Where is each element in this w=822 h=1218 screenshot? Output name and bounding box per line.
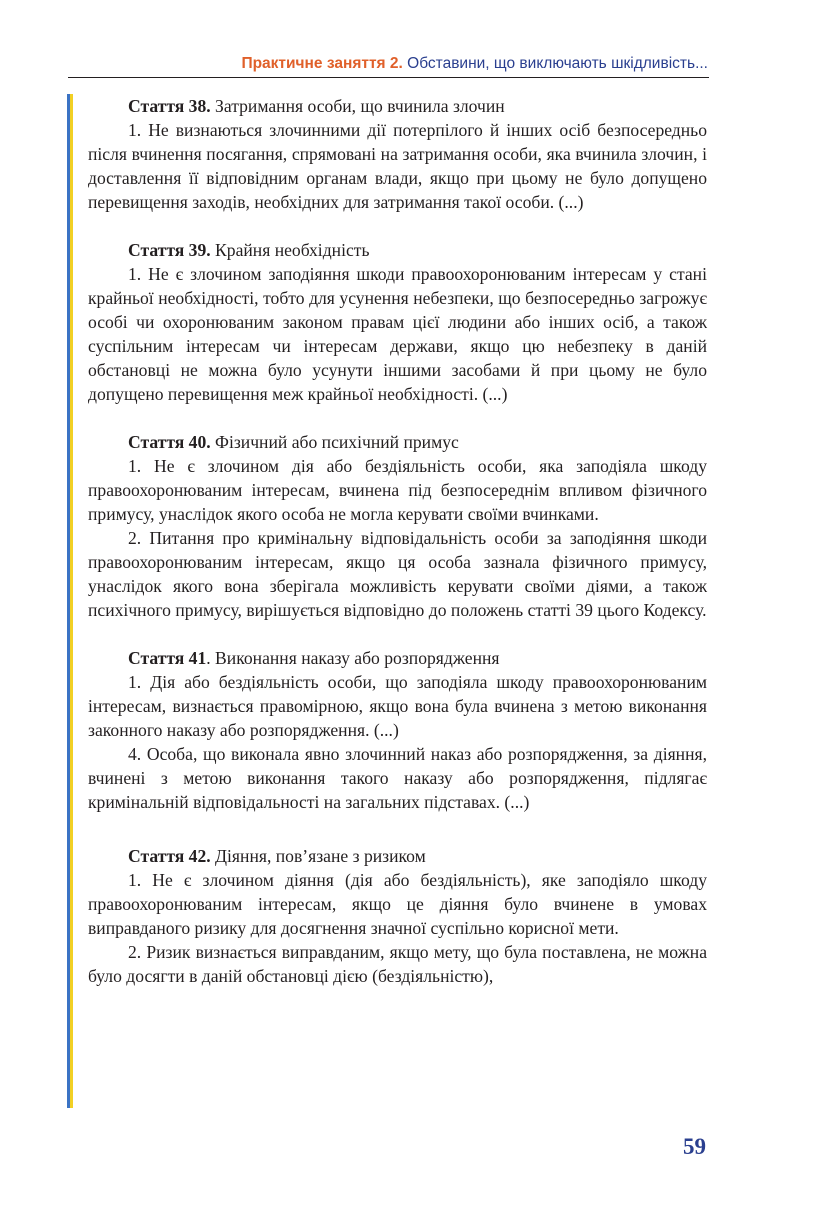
article-number: Стаття 40. (128, 432, 211, 452)
article-heading (88, 844, 707, 868)
article-paragraph: 2. Ризик визнається виправданим, якщо мету, що була поставлена, не можна було досягти в даній обстановці дією (бездіяльністю), (88, 942, 707, 986)
article-number: Стаття 38. (128, 96, 211, 116)
header-lesson-label: Практичне заняття 2. (241, 55, 403, 72)
page-content (88, 94, 707, 1012)
article-paragraph: 1. Не є злочином заподіяння шкоди правоохоронюваним інтересам у стані крайньої необхідності, тобто для усунення небезпеки, що безпосередньо загрожує особі чи охоронюваним законом правам цієї людини або інших осіб, а також суспільним інтересам чи інтересам держави, якщо цю небезпеку в даній обстановці не можна було усунути іншими засобами й при цьому не було допущено перевищення меж крайньої необхідності. (...) (88, 264, 707, 404)
article-title: . Виконання наказу або розпорядження (206, 648, 500, 668)
article-paragraph: 1. Не визнаються злочинними дії потерпілого й інших осіб безпосередньо після вчинення посягання, спрямовані на затримання особи, яка вчинила злочин, і доставлення її відповідним органам влади, якщо при цьому не було допущено перевищення заходів, необхідних для затримання такої особи. (...) (88, 120, 707, 212)
article-heading (88, 238, 707, 262)
article-heading (88, 646, 707, 670)
article-number: Стаття 42. (128, 846, 211, 866)
article-title: Діяння, пов’язане з ризиком (215, 846, 426, 866)
header-lesson-title: Обставини, що виключають шкідливість... (407, 55, 708, 72)
header-divider (68, 77, 709, 78)
article-40 (88, 430, 707, 622)
article-paragraph: 4. Особа, що виконала явно злочинний наказ або розпорядження, за діяння, вчинені з метою виконання такого наказу або розпорядження, підлягає кримінальній відповідальності на загальних підставах. (...) (88, 744, 707, 812)
article-41 (88, 646, 707, 814)
side-accent-bar (67, 94, 73, 1108)
article-title: Затримання особи, що вчинила злочин (215, 96, 505, 116)
page-number: 59 (683, 1134, 706, 1159)
article-paragraph: 1. Не є злочином діяння (дія або бездіяльність), яке заподіяло шкоду правоохоронюваним інтересам, якщо це діяння було вчинене в умовах виправданого ризику для досягнення значної суспільно корисної мети. (88, 870, 707, 938)
article-number: Стаття 39. (128, 240, 211, 260)
article-paragraph: 1. Не є злочином дія або бездіяльність особи, яка заподіяла шкоду правоохоронюваним інтересам, вчинена під безпосереднім впливом фізичного примусу, унаслідок якого особа не могла керувати своїми вчинками. (88, 456, 707, 524)
article-42 (88, 844, 707, 988)
article-number: Стаття 41 (128, 648, 207, 668)
article-38 (88, 94, 707, 214)
article-title: Крайня необхідність (215, 240, 370, 260)
article-paragraph: 1. Дія або бездіяльність особи, що заподіяла шкоду правоохоронюваним інтересам, визнається правомірною, якщо вона була вчинена з метою виконання законного наказу або розпорядження. (...) (88, 672, 707, 740)
article-heading (88, 94, 707, 118)
running-header (68, 54, 708, 74)
article-heading (88, 430, 707, 454)
article-title: Фізичний або психічний примус (215, 432, 459, 452)
article-39 (88, 238, 707, 406)
article-paragraph: 2. Питання про кримінальну відповідальність особи за заподіяння шкоди правоохоронюваним інтересам, якщо ця особа зазнала фізичного примусу, унаслідок якого вона зберігала можливість керувати своїми діями, а також психічного примусу, вирішується відповідно до положень статті 39 цього Кодексу. (88, 528, 707, 620)
